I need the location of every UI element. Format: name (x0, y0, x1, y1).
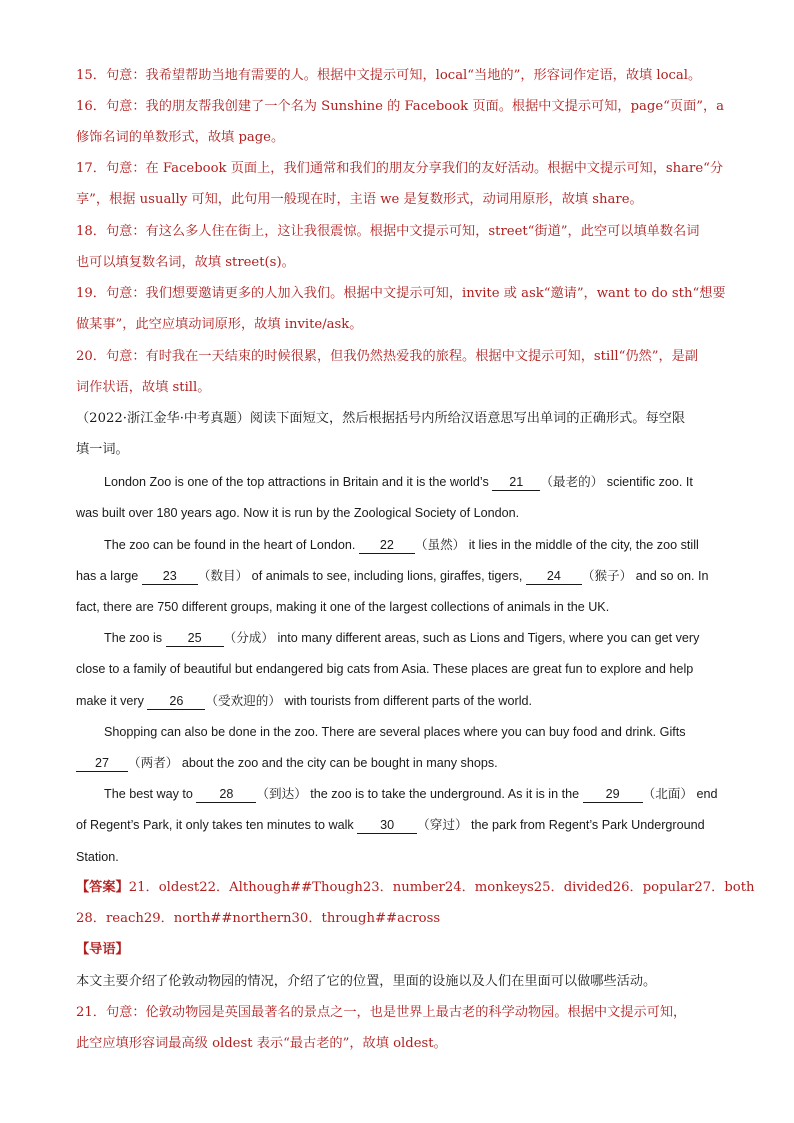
item-label: 句意： (105, 68, 146, 83)
passage-text: （猴子） and so on. In (581, 569, 709, 583)
passage-text: has a large (76, 569, 142, 583)
passage-paragraph-5-line3: Station. (76, 850, 119, 864)
explanation-20 (76, 347, 698, 367)
item-number: 17． (76, 161, 106, 176)
explanation-text: 伦敦动物园是英国最著名的景点之一，也是世界上最古老的科学动物园。根据中文提示可知， (145, 1005, 687, 1020)
explanation-19 (76, 284, 726, 304)
explanation-21-line2: 此空应填形容词最高级 oldest 表示“最古老的”，故填 oldest。 (76, 1036, 447, 1051)
blank-30[interactable]: 30 (357, 817, 417, 834)
passage-paragraph-3-line3 (76, 691, 532, 711)
explanation-text: 我希望帮助当地有需要的人。根据中文提示可知，local“当地的”，形容词作定语，故填 local。 (145, 68, 702, 83)
explanation-18 (76, 222, 699, 242)
passage-text: （分成） into many different areas, such as Lions and Tigers, where you can get very (223, 631, 700, 645)
blank-24[interactable]: 24 (526, 568, 582, 585)
answer-section (76, 878, 755, 898)
explanation-18-line2: 也可以填复数名词，故填 street(s)。 (76, 255, 295, 270)
explanation-text: 我的朋友帮我创建了一个名为 Sunshine 的 Facebook 页面。根据中文提示可知，page“页面”，a (145, 99, 725, 114)
answer-label: 【答案】 (76, 880, 129, 895)
explanation-15 (76, 66, 701, 86)
explanation-16-line2: 修饰名词的单数形式，故填 page。 (76, 130, 285, 145)
passage-text: of Regent’s Park, it only takes ten minutes to walk (76, 818, 358, 832)
passage-paragraph-2-line2 (76, 566, 709, 586)
passage-paragraph-1-line2: was built over 180 years ago. Now it is run by the Zoological Society of London. (76, 506, 520, 520)
explanation-17 (76, 159, 723, 179)
blank-21[interactable]: 21 (492, 474, 540, 491)
blank-27[interactable]: 27 (76, 755, 128, 772)
explanation-16 (76, 97, 724, 117)
item-number: 20． (76, 349, 106, 364)
question-instruction: （2022·浙江金华·中考真题）阅读下面短文，然后根据括号内所给汉语意思写出单词的正确形式。每空限 (76, 411, 686, 426)
passage-text: （数目） of animals to see, including lions, giraffes, tigers, (197, 569, 526, 583)
passage-paragraph-2-line3: fact, there are 750 different groups, making it one of the largest collections of animals in the UK. (76, 600, 610, 614)
explanation-text: 在 Facebook 页面上，我们通常和我们的朋友分享我们的友好活动。根据中文提示可知，share“分 (145, 161, 724, 176)
explanation-text: 我们想要邀请更多的人加入我们。根据中文提示可知，invite 或 ask“邀请”，want to do sth“想要 (145, 286, 726, 301)
passage-paragraph-4-line2 (76, 753, 498, 773)
explanation-17-line2: 享”，根据 usually 可知，此句用一般现在时，主语 we 是复数形式，动词用原形，故填 share。 (76, 192, 643, 207)
passage-text: （虽然） it lies in the middle of the city, the zoo still (414, 538, 699, 552)
passage-text: The zoo can be found in the heart of London. (104, 538, 359, 552)
passage-text: （到达） the zoo is to take the underground. As it is in the (256, 787, 583, 801)
guide-label: 【导语】 (76, 942, 129, 957)
passage-text: （受欢迎的） with tourists from different parts of the world. (205, 694, 532, 708)
blank-26[interactable]: 26 (147, 693, 205, 710)
item-label: 句意： (105, 286, 146, 301)
item-label: 句意： (105, 1005, 146, 1020)
item-number: 15． (76, 68, 106, 83)
explanation-21 (76, 1003, 686, 1023)
item-label: 句意： (105, 161, 146, 176)
passage-text: （两者） about the zoo and the city can be bought in many shops. (128, 756, 498, 770)
passage-paragraph-3-line2: close to a family of beautiful but endangered big cats from Asia. These places are great fun to explore and help (76, 662, 694, 676)
guide-text: 本文主要介绍了伦敦动物园的情况，介绍了它的位置，里面的设施以及人们在里面可以做哪些活动。 (76, 974, 657, 989)
item-number: 16． (76, 99, 106, 114)
passage-text: （穿过） the park from Regent’s Park Underground (417, 818, 705, 832)
item-number: 19． (76, 286, 106, 301)
item-number: 18． (76, 224, 106, 239)
passage-text: The zoo is (104, 631, 166, 645)
passage-paragraph-5 (104, 784, 718, 804)
explanation-19-line2: 做某事”，此空应填动词原形，故填 invite/ask。 (76, 317, 363, 332)
answer-section-line2: 28．reach29．north##northern30．through##across (76, 911, 441, 926)
passage-paragraph-4: Shopping can also be done in the zoo. There are several places where you can buy food and drink. Gifts (104, 725, 686, 739)
item-label: 句意： (105, 99, 146, 114)
passage-paragraph-2 (104, 535, 699, 555)
passage-paragraph-5-line2 (76, 815, 705, 835)
blank-25[interactable]: 25 (166, 630, 224, 647)
passage-text: The best way to (104, 787, 197, 801)
answer-text: 21．oldest22．Although##Though23．number24．monkeys25．divided26．popular27．both (128, 880, 755, 895)
item-label: 句意： (105, 349, 146, 364)
passage-paragraph-1 (104, 472, 693, 492)
question-instruction-line2: 填一词。 (76, 442, 129, 457)
passage-text: （北面） end (642, 787, 718, 801)
passage-text: London Zoo is one of the top attractions in Britain and it is the world’s (104, 475, 493, 489)
explanation-text: 有这么多人住在街上，这让我很震惊。根据中文提示可知，street“街道”，此空可以填单数名词 (145, 224, 700, 239)
explanation-text: 有时我在一天结束的时候很累，但我仍然热爱我的旅程。根据中文提示可知，still“仍然”，是副 (145, 349, 699, 364)
item-label: 句意： (105, 224, 146, 239)
passage-text: （最老的） scientific zoo. It (540, 475, 693, 489)
blank-23[interactable]: 23 (142, 568, 198, 585)
item-number: 21． (76, 1005, 106, 1020)
blank-22[interactable]: 22 (359, 537, 415, 554)
blank-28[interactable]: 28 (196, 786, 256, 803)
passage-text: make it very (76, 694, 148, 708)
passage-paragraph-3 (104, 628, 699, 648)
blank-29[interactable]: 29 (583, 786, 643, 803)
explanation-20-line2: 词作状语，故填 still。 (76, 380, 211, 395)
